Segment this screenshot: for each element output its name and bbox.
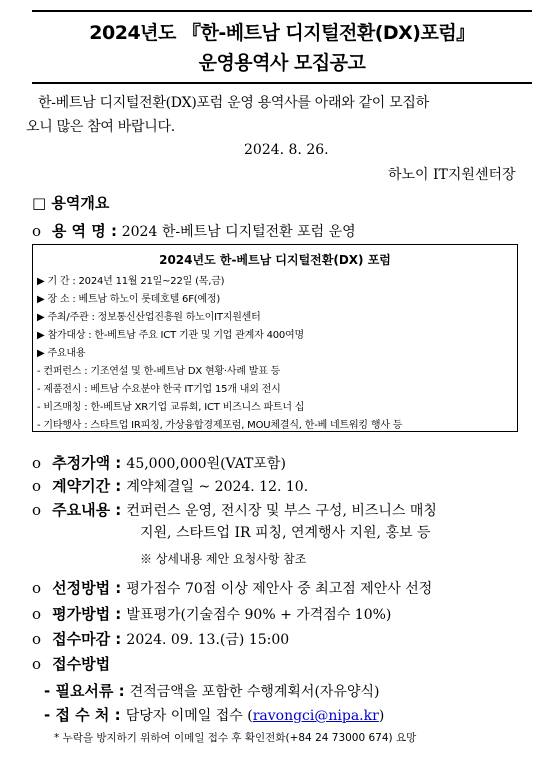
item-main-contents-cont: 지원, 스타트업 IR 피칭, 연계행사 지원, 홍보 등 [140,525,431,541]
summary-bizmatching: - 비즈매칭 : 한-베트남 XR기업 교류회, ICT 비즈니스 파트너 십 [37,402,305,413]
summary-venue: ▶ 장 소 : 베트남 하노이 롯데호텔 6F(예정) [37,294,221,305]
bullet: ο [32,222,42,240]
title-block [32,10,532,84]
submission-to-row: - 접 수 처 : 담당자 이메일 접수 (ravongci@nipa.kr) [44,706,385,724]
item-evaluation-method: ο 평가방법 : 발표평가(기술점수 90% + 가격점수 10%) [32,605,392,623]
summary-participants: ▶ 참가대상 : 한-베트남 주요 ICT 기관 및 기업 관계자 400여명 [37,330,304,341]
service-name-value: 2024 한-베트남 디지털전환 포럼 운영 [121,224,356,240]
summary-host: ▶ 주최/주관 : 정보통신산업진흥원 하노이IT지원센터 [37,312,261,323]
intro-line-1: 한-베트남 디지털전환(DX)포럼 운영 용역사를 아래와 같이 모집하 [38,95,429,111]
page-subtitle: 운영용역사 모집공고 [198,52,366,74]
item-estimated-price: ο 추정가액 : 45,000,000원(VAT포함) [32,454,286,472]
summary-contents-heading: ▶ 주요내용 [37,348,86,359]
issuer: 하노이 IT지원센터장 [388,167,516,183]
item-selection-method: ο 선정방법 : 평가점수 70점 이상 제안사 중 최고점 제안사 선정 [32,579,433,597]
summary-other-events: - 기타행사 : 스타트업 IR피칭, 가상융합경제포럼, MOU체결식, 한-베 네트워킹 행사 등 [37,420,403,431]
service-name-row [32,220,356,241]
email-link[interactable]: ravongci@nipa.kr [252,708,379,724]
item-deadline: ο 접수마감 : 2024. 09. 13.(금) 15:00 [32,630,290,648]
page-title: 2024년도 『한-베트남 디지털전환(DX)포럼』 [89,22,475,44]
section-heading: □ 용역개요 [32,194,110,212]
summary-period: ▶ 기 간 : 2024년 11월 21일~22일 (목,금) [37,276,225,287]
required-docs-row: - 필요서류 : 견적금액을 포함한 수행계획서(자유양식) [44,682,380,700]
service-name-label: 용 역 명 : [51,222,117,240]
event-summary-title: 2024년도 한-베트남 디지털전환(DX) 포럼 [159,253,391,267]
intro-line-2: 오니 많은 참여 바랍니다. [26,119,175,135]
notice-date: 2024. 8. 26. [244,142,329,158]
item-contract-period: ο 계약기간 : 계약체결일 ~ 2024. 12. 10. [32,477,309,495]
summary-exhibition: - 제품전시 : 베트남 수요분야 한국 IT기업 15개 내외 전시 [37,384,281,395]
item-submission-method: ο 접수방법 [32,655,111,673]
item-main-contents: ο 주요내용 : 컨퍼런스 운영, 전시장 및 부스 구성, 비즈니스 매칭 [32,501,437,519]
event-summary-box [32,244,518,432]
summary-conference: - 컨퍼런스 : 기조연설 및 한-베트남 DX 현황·사례 발표 등 [37,366,281,377]
detail-note: ※ 상세내용 제안 요청사항 참조 [140,552,307,566]
footnote: * 누락을 방지하기 위하여 이메일 접수 후 확인전화(+84 24 73000 674) 요망 [54,732,417,744]
